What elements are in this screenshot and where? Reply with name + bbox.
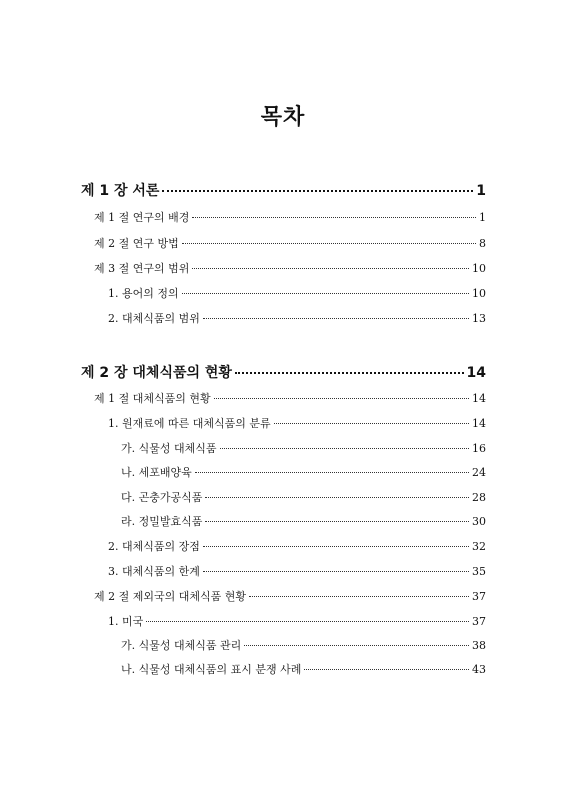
dot-leader bbox=[203, 546, 469, 547]
dot-leader bbox=[192, 217, 476, 218]
toc-page-number: 37 bbox=[472, 615, 486, 628]
toc-label: 제 1 장 서론 bbox=[81, 183, 160, 199]
toc-subitem-2-2-1-ga[interactable] bbox=[121, 637, 486, 659]
dot-leader bbox=[249, 596, 469, 597]
dot-leader bbox=[146, 621, 469, 622]
toc-page-number: 24 bbox=[472, 466, 486, 479]
toc-section-2-2[interactable] bbox=[94, 588, 486, 610]
toc-chapter-1[interactable] bbox=[81, 180, 486, 202]
toc-section-1-3[interactable] bbox=[94, 260, 486, 282]
toc-page-number: 30 bbox=[472, 515, 486, 528]
toc-label: 다. 곤충가공식품 bbox=[121, 491, 203, 504]
toc-page-number: 14 bbox=[466, 365, 486, 381]
dot-leader bbox=[220, 448, 470, 449]
toc-label: 1. 용어의 정의 bbox=[108, 287, 179, 300]
toc-page-number: 43 bbox=[472, 663, 486, 676]
dot-leader bbox=[244, 645, 469, 646]
toc-label: 제 2 절 연구 방법 bbox=[94, 237, 179, 250]
toc-label: 제 2 장 대체식품의 현황 bbox=[81, 365, 232, 381]
toc-subitem-2-1-1-na[interactable] bbox=[121, 464, 486, 486]
toc-section-1-2[interactable] bbox=[94, 235, 486, 257]
toc-subitem-2-1-1-da[interactable] bbox=[121, 489, 486, 511]
dot-leader bbox=[214, 398, 469, 399]
dot-leader bbox=[274, 423, 469, 424]
dot-leader bbox=[182, 293, 469, 294]
dot-leader bbox=[162, 190, 473, 192]
toc-label: 가. 식물성 대체식품 bbox=[121, 442, 217, 455]
toc-label: 제 2 절 제외국의 대체식품 현황 bbox=[94, 590, 246, 603]
toc-label: 나. 세포배양육 bbox=[121, 466, 192, 479]
toc-item-1-3-1[interactable] bbox=[108, 285, 486, 307]
dot-leader bbox=[203, 571, 469, 572]
toc-subitem-2-1-1-ga[interactable] bbox=[121, 440, 486, 462]
toc-label: 2. 대체식품의 범위 bbox=[108, 312, 200, 325]
toc-page-number: 1 bbox=[476, 183, 486, 199]
toc-label: 제 1 절 대체식품의 현황 bbox=[94, 392, 211, 405]
toc-label: 2. 대체식품의 장점 bbox=[108, 540, 200, 553]
toc-page-number: 28 bbox=[472, 491, 486, 504]
toc-label: 3. 대체식품의 한계 bbox=[108, 565, 200, 578]
dot-leader bbox=[203, 318, 469, 319]
dot-leader bbox=[195, 472, 469, 473]
toc-page-number: 35 bbox=[472, 565, 486, 578]
toc-subitem-2-1-1-ra[interactable] bbox=[121, 513, 486, 535]
dot-leader bbox=[304, 669, 469, 670]
dot-leader bbox=[235, 372, 464, 374]
toc-page-number: 10 bbox=[472, 262, 486, 275]
toc-item-2-1-1[interactable] bbox=[108, 415, 486, 437]
toc-page-number: 16 bbox=[472, 442, 486, 455]
toc-item-1-3-2[interactable] bbox=[108, 310, 486, 332]
dot-leader bbox=[192, 268, 469, 269]
toc-subitem-2-2-1-na[interactable] bbox=[121, 661, 486, 683]
toc-label: 나. 식물성 대체식품의 표시 분쟁 사례 bbox=[121, 663, 302, 676]
page-title: 목차 bbox=[260, 105, 306, 130]
toc-page-number: 38 bbox=[472, 639, 486, 652]
toc-page-number: 13 bbox=[472, 312, 486, 325]
toc-page-number: 1 bbox=[479, 211, 486, 224]
toc-label: 1. 원재료에 따른 대체식품의 분류 bbox=[108, 417, 271, 430]
toc-page-number: 14 bbox=[472, 417, 486, 430]
toc-label: 가. 식물성 대체식품 관리 bbox=[121, 639, 242, 652]
toc-label: 제 3 절 연구의 범위 bbox=[94, 262, 190, 275]
toc-page-number: 14 bbox=[472, 392, 486, 405]
toc-page-number: 8 bbox=[479, 237, 486, 250]
toc-item-2-1-2[interactable] bbox=[108, 538, 486, 560]
toc-section-1-1[interactable] bbox=[94, 209, 486, 231]
toc-chapter-2[interactable] bbox=[81, 362, 486, 384]
dot-leader bbox=[205, 497, 469, 498]
toc-page-number: 10 bbox=[472, 287, 486, 300]
toc-label: 1. 미국 bbox=[108, 615, 144, 628]
toc-section-2-1[interactable] bbox=[94, 390, 486, 412]
toc-page-number: 37 bbox=[472, 590, 486, 603]
toc-label: 제 1 절 연구의 배경 bbox=[94, 211, 190, 224]
toc-page-number: 32 bbox=[472, 540, 486, 553]
toc-label: 라. 정밀발효식품 bbox=[121, 515, 203, 528]
toc-item-2-2-1[interactable] bbox=[108, 613, 486, 635]
dot-leader bbox=[205, 521, 469, 522]
dot-leader bbox=[182, 243, 476, 244]
toc-item-2-1-3[interactable] bbox=[108, 563, 486, 585]
